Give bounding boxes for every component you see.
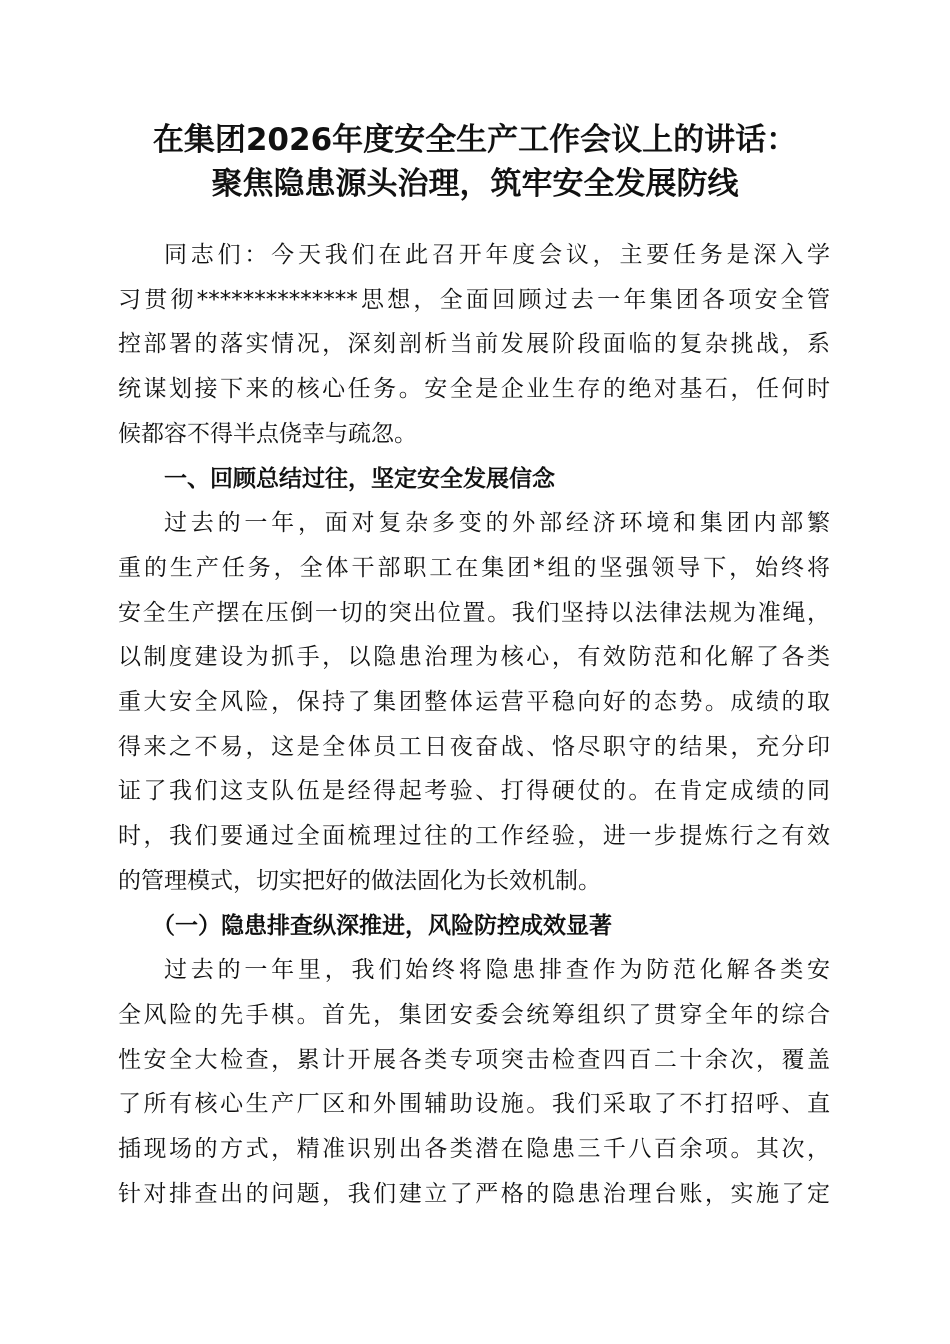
paragraph-line: 重的生产任务，全体干部职工在集团*组的坚强领导下，始终将 xyxy=(118,554,830,581)
paragraph-line: 安全生产摆在压倒一切的突出位置。我们坚持以法律法规为准绳， xyxy=(118,599,830,626)
paragraph-line: 性安全大检查，累计开展各类专项突击检查四百二十余次，覆盖 xyxy=(118,1046,830,1073)
paragraph-line: 全风险的先手棋。首先，集团安委会统筹组织了贯穿全年的综合 xyxy=(118,1001,830,1028)
paragraph-line: 的管理模式，切实把好的做法固化为长效机制。 xyxy=(118,867,601,894)
paragraph-line: 过去的一年里，我们始终将隐患排查作为防范化解各类安 xyxy=(164,957,830,984)
paragraph-line: 习贯彻**************思想，全面回顾过去一年集团各项安全管 xyxy=(118,286,830,313)
paragraph-line: 候都容不得半点侥幸与疏忽。 xyxy=(118,420,417,447)
paragraph-line: 得来之不易，这是全体员工日夜奋战、恪尽职守的结果，充分印 xyxy=(118,733,830,760)
section-heading: （一）隐患排查纵深推进，风险防控成效显著 xyxy=(152,912,612,939)
title-line-2: 聚焦隐患源头治理，筑牢安全发展防线 xyxy=(211,166,739,202)
title-line-1: 在集团2026年度安全生产工作会议上的讲话： xyxy=(152,122,798,158)
paragraph-line: 针对排查出的问题，我们建立了严格的隐患治理台账，实施了定 xyxy=(118,1180,830,1207)
paragraph-line: 证了我们这支队伍是经得起考验、打得硬仗的。在肯定成绩的同 xyxy=(118,778,830,805)
section-heading: 一、回顾总结过往，坚定安全发展信念 xyxy=(164,465,555,492)
paragraph-line: 插现场的方式，精准识别出各类潜在隐患三千八百余项。其次， xyxy=(118,1136,830,1162)
paragraph-line: 时，我们要通过全面梳理过往的工作经验，进一步提炼行之有效 xyxy=(118,823,830,850)
paragraph-line: 控部署的落实情况，深刻剖析当前发展阶段面临的复杂挑战，系 xyxy=(118,331,830,358)
paragraph-line: 重大安全风险，保持了集团整体运营平稳向好的态势。成绩的取 xyxy=(118,689,830,715)
paragraph-line: 同志们：今天我们在此召开年度会议，主要任务是深入学 xyxy=(164,242,830,268)
paragraph-line: 了所有核心生产厂区和外围辅助设施。我们采取了不打招呼、直 xyxy=(118,1091,830,1118)
paragraph-line: 统谋划接下来的核心任务。安全是企业生存的绝对基石，任何时 xyxy=(118,376,830,403)
paragraph-line: 以制度建设为抓手，以隐患治理为核心，有效防范和化解了各类 xyxy=(118,644,830,671)
paragraph-line: 过去的一年，面对复杂多变的外部经济环境和集团内部繁 xyxy=(164,510,830,537)
